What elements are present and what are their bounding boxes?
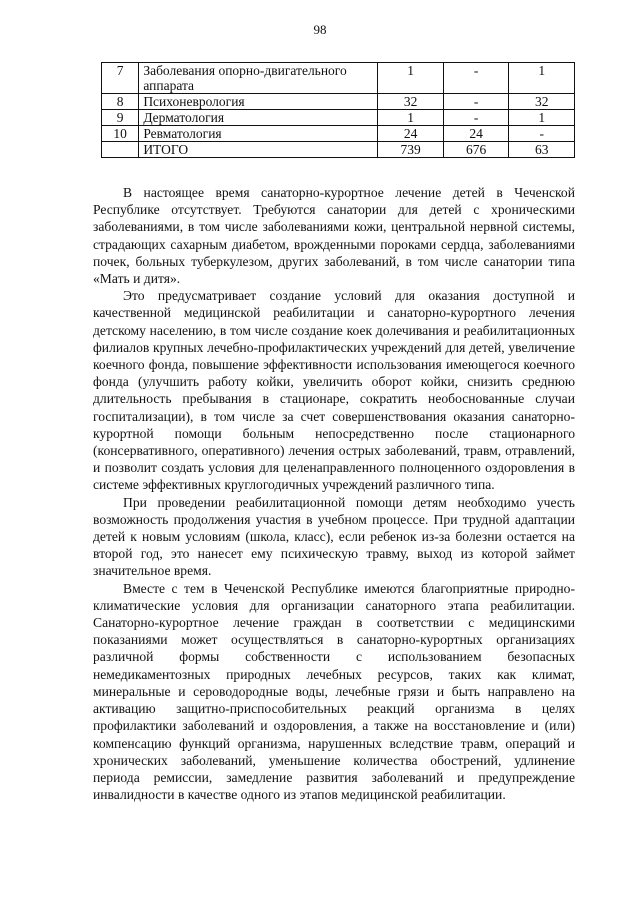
table-cell-v2: 24 xyxy=(443,126,509,142)
body-text xyxy=(93,184,575,803)
paragraph: Вместе с тем в Чеченской Республике имеются благоприятные природно-климатические условия для организации санаторного этапа реабилитации. Санаторно-курортное лечение граждан в соответствии с медицинскими показаниями может осуществляться в санаторно-курортных организациях различной формы собственности с использованием безопасных немедикаментозных природных лечебных ресурсов, таких как климат, минеральные и сероводородные воды, лечебные грязи и быть направлено на активацию защитно-приспособительных реакций организма в целях профилактики заболеваний и оздоровления, а также на восстановление и (или) компенсацию функций организма, нарушенных вследствие травм, операций и хронических заболеваний, уменьшение количества обострений, удлинение периода ремиссии, замедление развития заболеваний и предупреждение инвалидности в качестве одного из этапов медицинской реабилитации. xyxy=(93,580,575,803)
table-row xyxy=(102,110,575,126)
table-cell-name: ИТОГО xyxy=(139,142,378,158)
table-cell-v1: 1 xyxy=(378,63,444,94)
table-cell-v2: 676 xyxy=(443,142,509,158)
table-cell-v1: 1 xyxy=(378,110,444,126)
table-row xyxy=(102,142,575,158)
table-cell-num: 9 xyxy=(102,110,139,126)
table-row xyxy=(102,126,575,142)
table-cell-name: Дерматология xyxy=(139,110,378,126)
table-cell-num: 8 xyxy=(102,94,139,110)
table-cell-v3: 1 xyxy=(509,63,575,94)
table-cell-v3: - xyxy=(509,126,575,142)
table-cell-v2: - xyxy=(443,110,509,126)
paragraph: Это предусматривает создание условий для оказания доступной и качественной медицинской реабилитации и санаторно-курортного лечения детскому населению, в том числе создание коек долечивания и реабилитационных филиалов крупных лечебно-профилактических учреждений для детей, увеличение коечного фонда, повышение эффективности использования имеющегося коечного фонда (улучшить работу койки, увеличить оборот койки, снизить среднюю длительность пребывания в стационаре, сократить необоснованные случаи госпитализации), в том числе за счет совершенствования оказания санаторно-курортной помощи больным непосредственно после стационарного (консервативного, оперативного) лечения острых заболеваний, травм, отравлений, и позволит создать условия для целенаправленного полноценного оздоровления в системе эффективных круглогодичных учреждений различного типа. xyxy=(93,288,575,493)
statistics-table xyxy=(101,62,575,158)
table-cell-v3: 63 xyxy=(509,142,575,158)
table-cell-name: Ревматология xyxy=(139,126,378,142)
table-cell-v1: 24 xyxy=(378,126,444,142)
table-cell-v1: 739 xyxy=(378,142,444,158)
table-cell-v2: - xyxy=(443,63,509,94)
table-row xyxy=(102,94,575,110)
table-cell-num xyxy=(102,142,139,158)
table-cell-v3: 32 xyxy=(509,94,575,110)
paragraph: В настоящее время санаторно-курортное лечение детей в Чеченской Республике отсутствует. Требуются санатории для детей с хроническими заболеваниями, в том числе заболеваниями кожи, центральной нервной системы, страдающих сахарным диабетом, врожденными пороками сердца, заболеваниями почек, больных туберкулезом, других заболеваний, в том числе санатории типа «Мать и дитя». xyxy=(93,185,575,287)
table-cell-v3: 1 xyxy=(509,110,575,126)
table-cell-num: 10 xyxy=(102,126,139,142)
table-cell-name: Заболевания опорно-двигательного аппарата xyxy=(139,63,378,94)
page-number: 98 xyxy=(313,22,327,37)
table-row xyxy=(102,63,575,94)
paragraph: При проведении реабилитационной помощи детям необходимо учесть возможность продолжения участия в учебном процессе. При трудной адаптации детей к новым условиям (школа, класс), если ребенок из-за болезни остается на второй год, это нанесет ему психическую травму, выход из которой займет значительное время. xyxy=(93,494,575,579)
table-cell-name: Психоневрология xyxy=(139,94,378,110)
table-body xyxy=(102,63,575,158)
table-cell-v2: - xyxy=(443,94,509,110)
table-cell-v1: 32 xyxy=(378,94,444,110)
table-cell-num: 7 xyxy=(102,63,139,94)
